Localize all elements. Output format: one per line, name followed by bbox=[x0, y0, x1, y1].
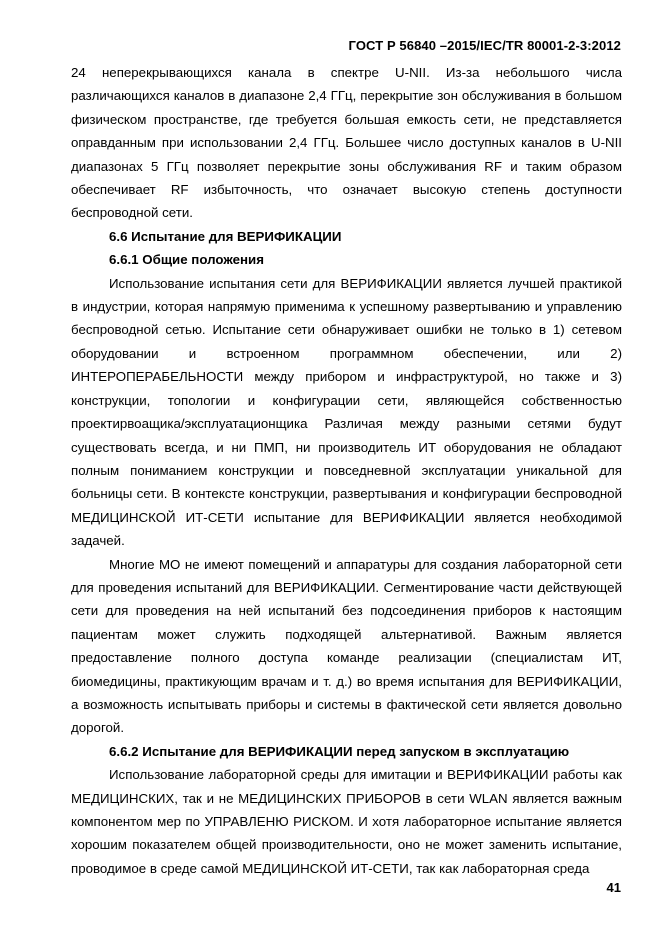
paragraph-6-6-1-a: Использование испытания сети для ВЕРИФИКАЦИИ является лучшей практикой в индустрии, которая напрямую применима к успешному развертыванию и управлению беспроводной сетью. Испытание сети обнаруживает ошибки не только в 1) сетевом оборудовании и встроенном программном обеспечении, или 2) ИНТЕРОПЕРАБЕЛЬНОСТИ между прибором и инфраструктурой, но также и 3) конструкции, топологии и конфигурации сети, являющейся собственностью проектирвоащика/эксплуатационщика Различая между разными сетями будут существовать всегда, и ни ПМП, ни производитель ИТ оборудования не обладают полным пониманием конструкции и повседневной эксплуатации уникальной для больницы сети. В контексте конструкции, развертывания и конфигурации беспроводной МЕДИЦИНСКОЙ ИТ-СЕТИ испытание для ВЕРИФИКАЦИИ является необходимой задачей. bbox=[71, 275, 622, 549]
section-heading-6-6-2: 6.6.2 Испытание для ВЕРИФИКАЦИИ перед запуском в эксплуатацию bbox=[109, 743, 570, 759]
page-number: 41 bbox=[606, 880, 621, 895]
paragraph-intro: 24 неперекрывающихся канала в спектре U-NII. Из-за небольшого числа различающихся каналов в диапазоне 2,4 ГГц, перекрытие зон обслуживания в большом физическом пространстве, где требуется большая емкость сети, не представляется оправданным при использовании 2,4 ГГц. Большее число доступных каналов в U-NII диапазонах 5 ГГц позволяет перекрытие зоны обслуживания RF и таким образом обеспечивает RF избыточность, что означает высокую степень доступности беспроводной сети. bbox=[71, 65, 622, 221]
paragraph-6-6-2-a: Использование лабораторной среды для имитации и ВЕРИФИКАЦИИ работы как МЕДИЦИНСКИХ, так и не МЕДИЦИНСКИХ ПРИБОРОВ в сети WLAN является важным компонентом мер по УПРАВЛЕНЮ РИСКОМ. И хотя лабораторное испытание является хорошим показателем общей производительности, оно не может заменить испытание, проводимое в среде самой МЕДИЦИНСКОЙ ИТ-СЕТИ, так как лабораторная среда bbox=[71, 767, 622, 876]
document-header: ГОСТ Р 56840 –2015/IEC/TR 80001-2-3:2012 bbox=[348, 38, 621, 53]
section-heading-6-6-1: 6.6.1 Общие положения bbox=[109, 252, 264, 268]
document-body bbox=[71, 61, 622, 880]
section-heading-6-6: 6.6 Испытание для ВЕРИФИКАЦИИ bbox=[109, 228, 342, 244]
paragraph-6-6-1-b: Многие МО не имеют помещений и аппаратуры для создания лабораторной сети для проведения испытаний для ВЕРИФИКАЦИИ. Сегментирование части действующей сети для проведения на ней испытаний без подсоединения приборов к настоящим пациентам может служить подходящей альтернативой. Важным является предоставление полного доступа команде реализации (специалистам ИТ, биомедицины, практикующим врачам и т. д.) во время испытания для ВЕРИФИКАЦИИ, а возможность испытывать приборы и системы в фактической сети является довольно дорогой. bbox=[71, 556, 622, 736]
